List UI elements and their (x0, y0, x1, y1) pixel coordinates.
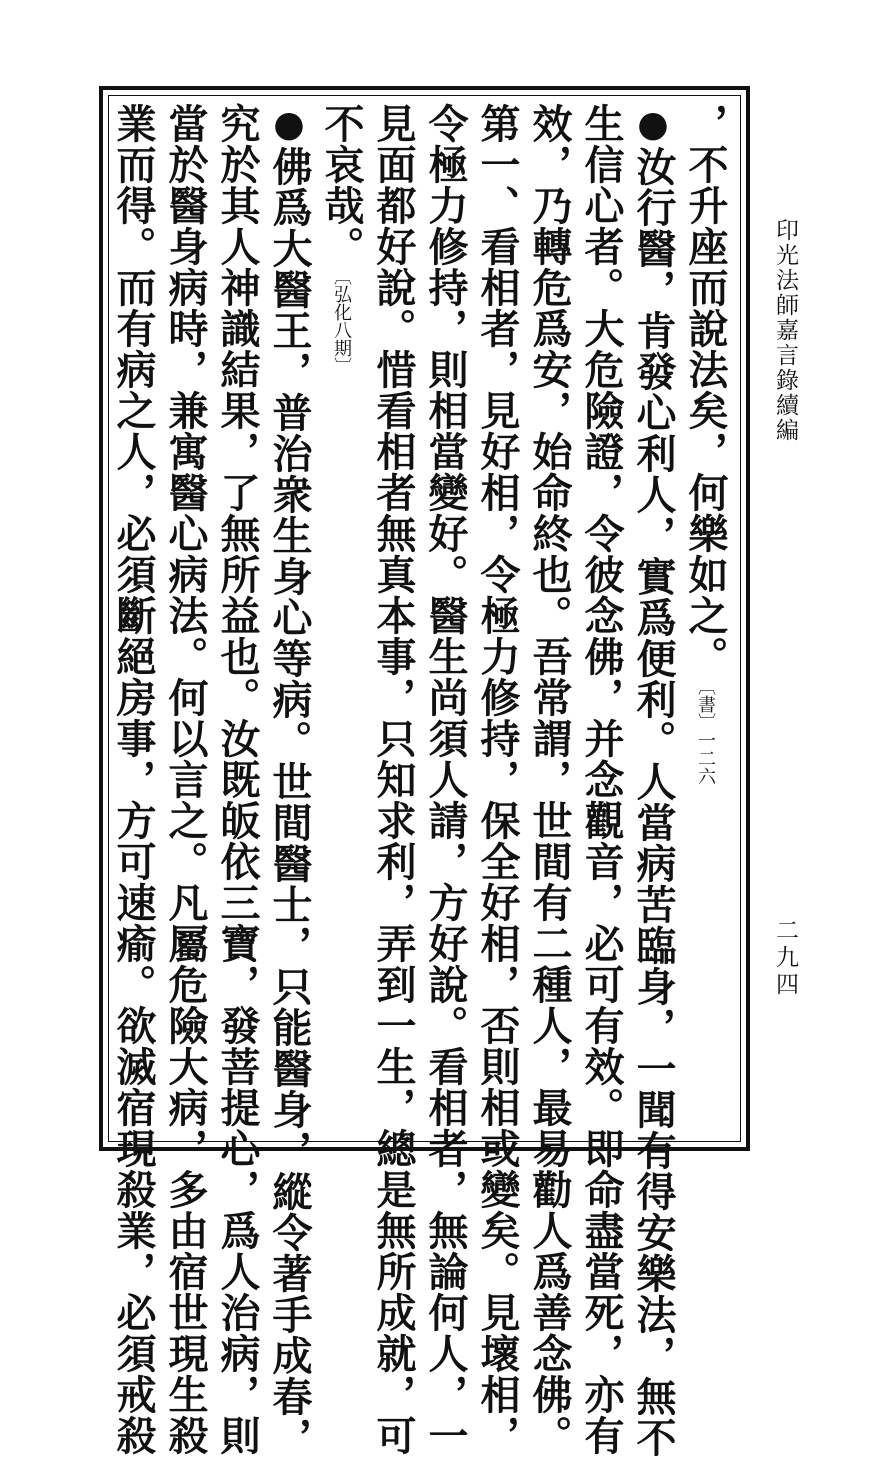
line-9-text: 佛爲大醫王，普治衆生身心等病。世間醫士，只能醫身，縱令著手成春， (266, 146, 313, 1458)
text-line-2 (627, 103, 679, 1458)
text-line-11: 當於醫身病時，兼寓醫心病法。何以言之。凡屬危險大病，多由宿世現生殺 (162, 103, 209, 1456)
page-number: 二九四 (772, 918, 798, 999)
text-line-12: 業而得。而有病之人，必須斷絕房事，方可速瘉。欲滅宿現殺業，必須戒殺 (110, 103, 157, 1456)
text-line-4: 效，乃轉危爲安，始命終也。吾常謂，世間有二種人，最易勸人爲善念佛。 (526, 103, 573, 1456)
text-line-9 (263, 103, 315, 1458)
text-line-5: 第一、看相者，見好相，令極力修持，保全好相，否則相或變矣。見壞相， (474, 103, 521, 1456)
text-line-6: 令極力修持，則相當變好。醫生尚須人請，方好說。看相者，無論何人，一 (422, 103, 469, 1456)
source-note-2: 〔弘化八期〕 (331, 267, 352, 375)
bullet-icon: ● (632, 103, 674, 146)
text-line-3: 生信心者。大危險證，令彼念佛，并念觀音，必可有效。即命盡當死，亦有 (578, 103, 625, 1456)
line-8-text: 不哀哉。 (318, 103, 365, 267)
bullet-icon: ● (268, 103, 310, 146)
source-note-1: 〔書〕一二六 (695, 677, 716, 785)
line-1-text: ，不升座而說法矣，何樂如之。 (682, 103, 729, 677)
main-text (110, 103, 731, 1458)
text-line-8 (315, 103, 367, 1135)
text-line-7: 見面都好說。惜看相者無真本事，只知求利，弄到一生，總是無所成就，可 (370, 103, 417, 1456)
text-line-1 (679, 103, 731, 1135)
line-2-text: 汝行醫，肯發心利人，實爲便利。人當病苦臨身，一聞有得安樂法，無不 (630, 146, 677, 1458)
text-line-10: 究於其人神識結果，了無所益也。汝既皈依三寶，發菩提心，爲人治病，則 (214, 103, 261, 1456)
running-title: 印光法師嘉言錄續編 (772, 218, 798, 443)
